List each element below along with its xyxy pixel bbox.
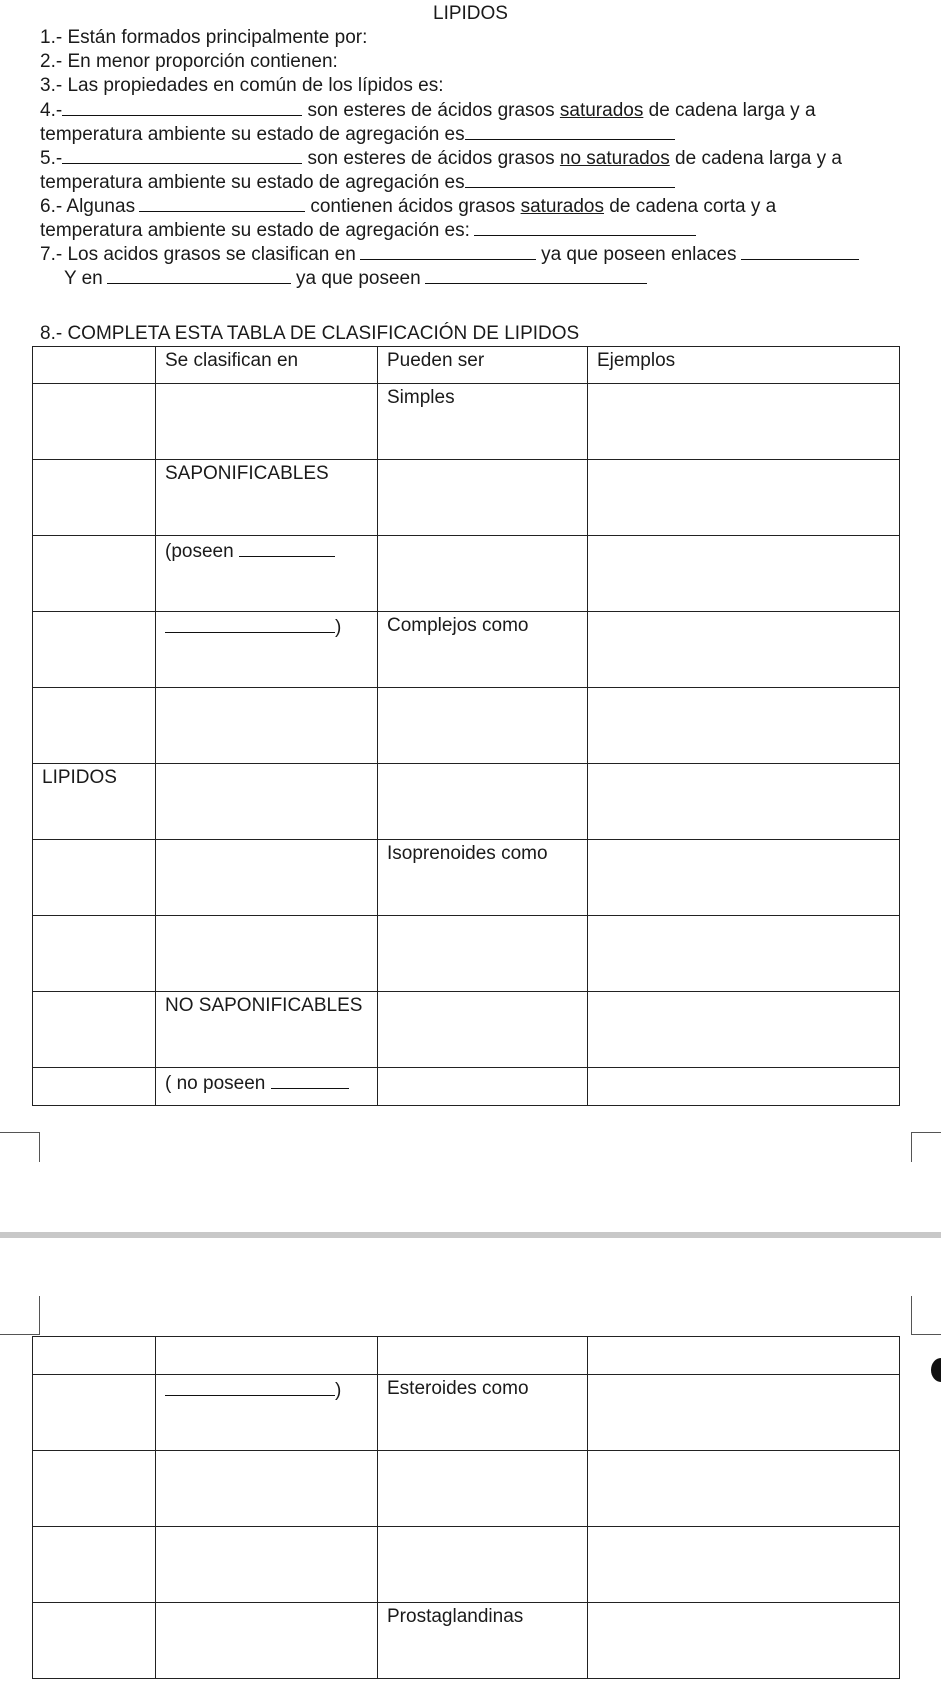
header-cell [33, 347, 156, 384]
crop-mark [39, 1296, 40, 1334]
q5-number: 5.- [40, 148, 63, 169]
question-1: 1.- Están formados principalmente por: [40, 27, 368, 48]
table-cell[interactable] [33, 1337, 156, 1375]
table-cell[interactable] [156, 1375, 378, 1451]
q6-underlined: saturados [520, 196, 605, 217]
q4-text: son esteres de ácidos grasos [307, 100, 555, 121]
table-cell[interactable] [156, 536, 378, 612]
table-row [33, 1527, 900, 1603]
question-5-line-2 [40, 170, 675, 195]
table-cell[interactable] [156, 1603, 378, 1679]
table-cell[interactable] [33, 992, 156, 1068]
table-cell[interactable] [588, 840, 900, 916]
table-cell[interactable] [156, 612, 378, 688]
question-8: 8.- COMPLETA ESTA TABLA DE CLASIFICACIÓN DE LIPIDOS [40, 323, 580, 344]
answer-blank[interactable] [165, 1378, 335, 1396]
table-row [33, 612, 900, 688]
table-cell[interactable] [588, 1527, 900, 1603]
question-4-line-1 [40, 98, 816, 123]
table-cell[interactable] [588, 1603, 900, 1679]
answer-blank[interactable] [474, 218, 696, 236]
question-6-line-1 [40, 194, 776, 219]
table-row [33, 460, 900, 536]
answer-blank[interactable] [465, 122, 675, 140]
q4-text-end: de cadena larga y a [648, 100, 816, 121]
table-row [33, 1375, 900, 1451]
table-cell[interactable] [378, 916, 588, 992]
q6-text-2: temperatura ambiente su estado de agregación es: [40, 220, 470, 241]
table-row [33, 992, 900, 1068]
table-cell[interactable] [588, 992, 900, 1068]
table-cell[interactable] [33, 688, 156, 764]
table-cell[interactable] [378, 1527, 588, 1603]
scroll-handle[interactable] [931, 1358, 941, 1382]
table-row [33, 1603, 900, 1679]
q4-number: 4.- [40, 100, 63, 121]
crop-mark [39, 1132, 40, 1162]
table-row [33, 1337, 900, 1375]
crop-mark [0, 1334, 40, 1335]
table-cell[interactable] [588, 1068, 900, 1106]
table-cell[interactable]: Isoprenoides como [378, 840, 588, 916]
table-cell[interactable]: NO SAPONIFICABLES [156, 992, 378, 1068]
table-cell[interactable] [378, 460, 588, 536]
answer-blank[interactable] [139, 194, 305, 212]
table-cell[interactable]: LIPIDOS [33, 764, 156, 840]
table-header-row [33, 347, 900, 384]
table-cell[interactable] [156, 1068, 378, 1106]
q5-text: son esteres de ácidos grasos [307, 148, 555, 169]
q7-text: 7.- Los acidos grasos se clasifican en [40, 244, 356, 265]
cell-text: ) [335, 1380, 342, 1401]
table-cell[interactable] [33, 384, 156, 460]
table-cell[interactable]: Simples [378, 384, 588, 460]
table-row [33, 1451, 900, 1527]
table-cell[interactable] [588, 384, 900, 460]
table-cell[interactable] [156, 1451, 378, 1527]
table-cell[interactable] [156, 1527, 378, 1603]
table-cell[interactable] [156, 384, 378, 460]
answer-blank[interactable] [360, 242, 536, 260]
lipid-classification-table-continued [32, 1336, 900, 1679]
question-7-line-1 [40, 242, 859, 267]
table-cell[interactable] [156, 1337, 378, 1375]
table-cell[interactable] [588, 1375, 900, 1451]
table-cell[interactable] [588, 536, 900, 612]
answer-blank[interactable] [107, 266, 291, 284]
question-2: 2.- En menor proporción contienen: [40, 51, 338, 72]
q5-underlined: no saturados [559, 148, 670, 169]
table-row [33, 764, 900, 840]
answer-blank[interactable] [271, 1071, 349, 1089]
table-row [33, 840, 900, 916]
table-row [33, 1068, 900, 1106]
table-cell[interactable] [156, 840, 378, 916]
table-cell[interactable] [33, 1527, 156, 1603]
question-6-line-2 [40, 218, 696, 243]
table-cell[interactable] [33, 536, 156, 612]
question-5-line-1 [40, 146, 842, 171]
q4-underlined: saturados [559, 100, 644, 121]
q6-number: 6.- Algunas [40, 196, 136, 217]
table-row [33, 384, 900, 460]
table-cell[interactable] [33, 1068, 156, 1106]
table-cell[interactable] [588, 612, 900, 688]
table-cell[interactable] [33, 1603, 156, 1679]
table-cell[interactable] [378, 688, 588, 764]
table-cell[interactable]: Complejos como [378, 612, 588, 688]
answer-blank[interactable] [239, 539, 335, 557]
table-cell[interactable] [33, 1375, 156, 1451]
table-cell[interactable]: Prostaglandinas [378, 1603, 588, 1679]
table-cell[interactable] [156, 764, 378, 840]
table-cell[interactable] [33, 460, 156, 536]
table-cell[interactable] [33, 916, 156, 992]
answer-blank[interactable] [62, 98, 302, 116]
table-cell[interactable] [588, 916, 900, 992]
question-4-line-2 [40, 122, 675, 147]
question-7-line-2 [64, 266, 647, 291]
answer-blank[interactable] [465, 170, 675, 188]
crop-mark [0, 1132, 40, 1133]
page-separator [0, 1232, 941, 1238]
table-cell[interactable] [33, 1451, 156, 1527]
answer-blank[interactable] [165, 615, 335, 633]
table-cell[interactable] [588, 460, 900, 536]
table-cell[interactable] [156, 916, 378, 992]
q7-text-3: Y en [64, 268, 103, 289]
crop-mark [911, 1334, 941, 1335]
crop-mark [911, 1132, 912, 1162]
answer-blank[interactable] [62, 146, 302, 164]
header-cell: Se clasifican en [156, 347, 378, 384]
q6-text-end: de cadena corta y a [609, 196, 777, 217]
cell-text: ) [335, 617, 342, 638]
table-row [33, 536, 900, 612]
table-cell[interactable] [156, 688, 378, 764]
answer-blank[interactable] [741, 242, 859, 260]
table-cell[interactable] [588, 1451, 900, 1527]
table-cell[interactable] [378, 992, 588, 1068]
table-row [33, 916, 900, 992]
page-title: LIPIDOS [433, 3, 508, 24]
header-cell: Ejemplos [588, 347, 900, 384]
answer-blank[interactable] [425, 266, 647, 284]
table-cell[interactable]: SAPONIFICABLES [156, 460, 378, 536]
q6-text: contienen ácidos grasos [310, 196, 516, 217]
table-cell[interactable] [378, 1337, 588, 1375]
cell-text: (poseen [165, 541, 234, 562]
question-3: 3.- Las propiedades en común de los lípidos es: [40, 75, 444, 96]
q5-text-2: temperatura ambiente su estado de agregación es [40, 172, 465, 193]
header-cell: Pueden ser [378, 347, 588, 384]
q7-text-4: ya que poseen [296, 268, 421, 289]
table-cell[interactable] [33, 612, 156, 688]
cell-text: ( no poseen [165, 1073, 266, 1094]
table-cell[interactable] [378, 536, 588, 612]
table-cell[interactable] [588, 1337, 900, 1375]
table-cell[interactable] [33, 840, 156, 916]
crop-mark [911, 1132, 941, 1133]
crop-mark [911, 1296, 912, 1334]
table-cell[interactable] [378, 1451, 588, 1527]
table-row [33, 688, 900, 764]
q5-text-end: de cadena larga y a [675, 148, 842, 169]
table-cell[interactable]: Esteroides como [378, 1375, 588, 1451]
q7-text-2: ya que poseen enlaces [541, 244, 737, 265]
q4-text-2: temperatura ambiente su estado de agregación es [40, 124, 465, 145]
table-cell[interactable] [378, 764, 588, 840]
lipid-classification-table [32, 346, 900, 1106]
table-cell[interactable] [588, 764, 900, 840]
table-cell[interactable] [588, 688, 900, 764]
table-cell[interactable] [378, 1068, 588, 1106]
